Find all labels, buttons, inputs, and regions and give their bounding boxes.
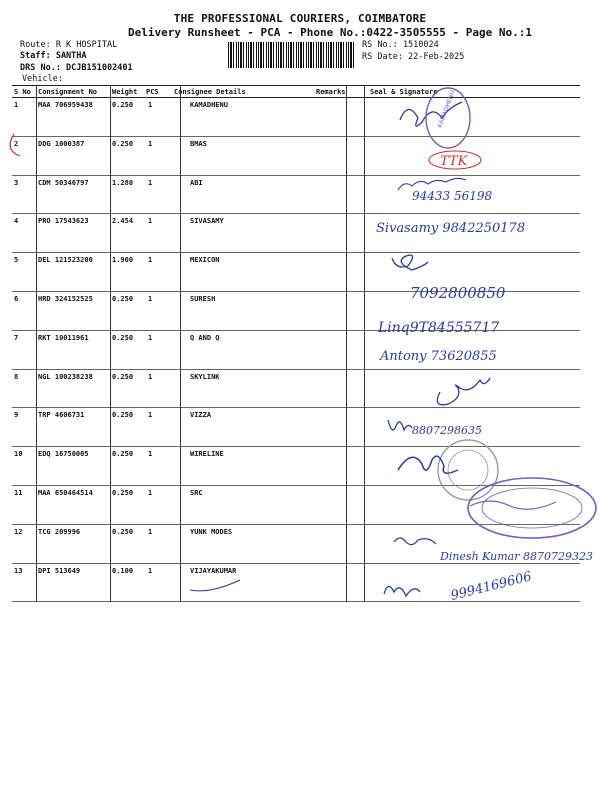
column-divider: [110, 85, 111, 602]
row-sno: 3: [14, 178, 19, 187]
row9-signature: [388, 420, 412, 430]
row-weight: 1.280: [112, 178, 134, 187]
header-rule-bottom: [12, 97, 580, 98]
row10-stamp-inner: [448, 450, 488, 490]
row-consignee: SURESH: [190, 295, 216, 303]
row-sno: 13: [14, 566, 23, 575]
row-pcs: 1: [148, 139, 153, 148]
row-sno: 8: [14, 372, 19, 381]
col-head-sno: S No: [14, 88, 31, 96]
row13-signature: [384, 586, 420, 596]
row-sno: 6: [14, 295, 19, 303]
row13-handwriting: 9994169606: [449, 569, 534, 604]
row-weight: 0.250: [112, 372, 134, 381]
row-consignee: SKYLINK: [190, 372, 220, 381]
row3-handwriting: 94433 56198: [412, 189, 493, 203]
row-consignment-no: PRO 17543623: [38, 217, 89, 226]
row-consignment-no: HRD 324152525: [38, 295, 93, 303]
row1-stamp-text: KAMADHENU: [436, 89, 457, 129]
row-divider: [12, 136, 580, 137]
company-title: THE PROFESSIONAL COURIERS, COIMBATORE: [173, 12, 427, 25]
row-divider: [12, 213, 580, 214]
row-pcs: 1: [148, 411, 153, 420]
row-pcs: 1: [148, 101, 153, 109]
row-pcs: 1: [148, 527, 153, 536]
row-consignee: SRC: [190, 489, 203, 497]
row-consignee: MEXICON: [190, 256, 220, 265]
row-sno: 4: [14, 217, 19, 226]
row10-stamp: [438, 440, 498, 500]
col-head-consignment: Consignment No: [38, 88, 98, 96]
row11-stamp-inner: [482, 488, 582, 528]
row-pcs: 1: [148, 566, 153, 575]
row5-signature: [392, 255, 428, 270]
header-rule-top: [12, 85, 580, 86]
row-consignee: ABI: [190, 178, 203, 187]
row-divider: [12, 175, 580, 176]
row-weight: 0.250: [112, 139, 134, 148]
row2-red-text: TTK: [440, 154, 468, 169]
row-sno: 2: [14, 139, 19, 148]
row-consignment-no: RKT 10011961: [38, 333, 89, 342]
row-consignee: SIVASAMY: [190, 217, 224, 226]
row-divider: [12, 446, 580, 447]
row-pcs: 1: [148, 178, 153, 187]
row9-handwriting: 8807298635: [412, 424, 482, 437]
row-weight: 0.250: [112, 489, 134, 497]
row-pcs: 1: [148, 295, 153, 303]
row11-stamp: [468, 478, 596, 538]
row-consignment-no: TCG 209996: [38, 527, 81, 536]
row-consignment-no: DDG 1000387: [38, 139, 85, 148]
row-divider: [12, 407, 580, 408]
row-sno: 10: [14, 450, 23, 459]
row-weight: 0.250: [112, 295, 134, 303]
column-divider: [36, 85, 37, 602]
row-consignment-no: DPI 513649: [38, 566, 81, 575]
vehicle-label: Vehicle:: [22, 74, 63, 84]
row-weight: 0.250: [112, 450, 134, 459]
row11-signature: [470, 501, 556, 509]
row7-handwriting: Antony 73620855: [380, 349, 497, 364]
row-weight: 2.454: [112, 217, 134, 226]
row-pcs: 1: [148, 217, 153, 226]
col-head-pcs: PCS: [146, 88, 159, 96]
row-consignment-no: EDQ 16750005: [38, 450, 89, 459]
staff-label: Staff: SANTHA: [20, 51, 87, 61]
row-pcs: 1: [148, 256, 153, 265]
row12-handwriting: Dinesh Kumar 8870729323: [440, 550, 593, 563]
row-divider: [12, 252, 580, 253]
rs-number: RS No.: 1510024: [362, 40, 439, 50]
row-divider: [12, 563, 580, 564]
row-consignment-no: CDM 50346797: [38, 178, 89, 187]
row-divider: [12, 330, 580, 331]
row-consignment-no: DEL 121523200: [38, 256, 93, 265]
row-consignment-no: MAA 706959438: [38, 101, 93, 109]
barcode: [228, 42, 356, 68]
column-divider: [364, 85, 365, 602]
row-pcs: 1: [148, 333, 153, 342]
row-sno: 12: [14, 527, 23, 536]
row-sno: 1: [14, 101, 19, 109]
row-weight: 1.900: [112, 256, 134, 265]
row-consignment-no: TRP 4606731: [38, 411, 85, 420]
runsheet-title: Delivery Runsheet - PCA - Phone No.:0422-3505555 - Page No.:1: [128, 26, 532, 39]
row-consignee: KAMADHENU: [190, 101, 228, 109]
row-sno: 5: [14, 256, 19, 265]
row-divider: [12, 485, 580, 486]
row-consignment-no: MAA 650464514: [38, 489, 93, 497]
row-weight: 0.250: [112, 101, 134, 109]
row-consignee: VIJAYAKUMAR: [190, 566, 237, 575]
col-head-remarks: Remarks: [316, 88, 346, 96]
row-divider: [12, 524, 580, 525]
row-consignee: WIRELINE: [190, 450, 224, 459]
row10-signature: [398, 456, 458, 473]
row-weight: 0.100: [112, 566, 134, 575]
row13-consignee-underline: [190, 580, 240, 591]
col-head-consignee: Consignee Details: [174, 88, 246, 96]
row-divider: [12, 291, 580, 292]
route-label: Route: R K HOSPITAL: [20, 40, 118, 50]
row-consignee: VIZZA: [190, 411, 212, 420]
row-weight: 0.250: [112, 527, 134, 536]
row-sno: 9: [14, 411, 19, 420]
col-head-weight: Weight: [112, 88, 138, 96]
rs-date: RS Date: 22-Feb-2025: [362, 52, 465, 62]
row-consignee: Q AND Q: [190, 333, 220, 342]
row-weight: 0.250: [112, 411, 134, 420]
col-head-signature: Seal & Signature: [370, 88, 438, 96]
row-pcs: 1: [148, 372, 153, 381]
row-pcs: 1: [148, 489, 153, 497]
row-divider: [12, 601, 580, 602]
row-consignment-no: NGL 100238238: [38, 372, 93, 381]
row12-signature: [394, 538, 436, 545]
row4-handwriting: Sivasamy 9842250178: [376, 221, 526, 236]
row-sno: 11: [14, 489, 23, 497]
row-weight: 0.250: [112, 333, 134, 342]
row6-handwriting: Linq9T84555717: [378, 320, 500, 336]
row2-red-mark: [429, 151, 481, 169]
row-pcs: 1: [148, 450, 153, 459]
row-sno: 7: [14, 333, 19, 342]
row3-scribble: [398, 178, 466, 190]
column-divider: [346, 85, 347, 602]
row-divider: [12, 369, 580, 370]
row-consignee: YUNK MODES: [190, 527, 233, 536]
row5-handwriting: 7092800850: [410, 284, 506, 302]
column-divider: [180, 85, 181, 602]
drs-label: DRS No.: DCJB151002401: [20, 63, 133, 73]
row1-signature: [400, 102, 462, 126]
row8-signature: [437, 378, 490, 405]
row-consignee: BMAS: [190, 139, 207, 148]
